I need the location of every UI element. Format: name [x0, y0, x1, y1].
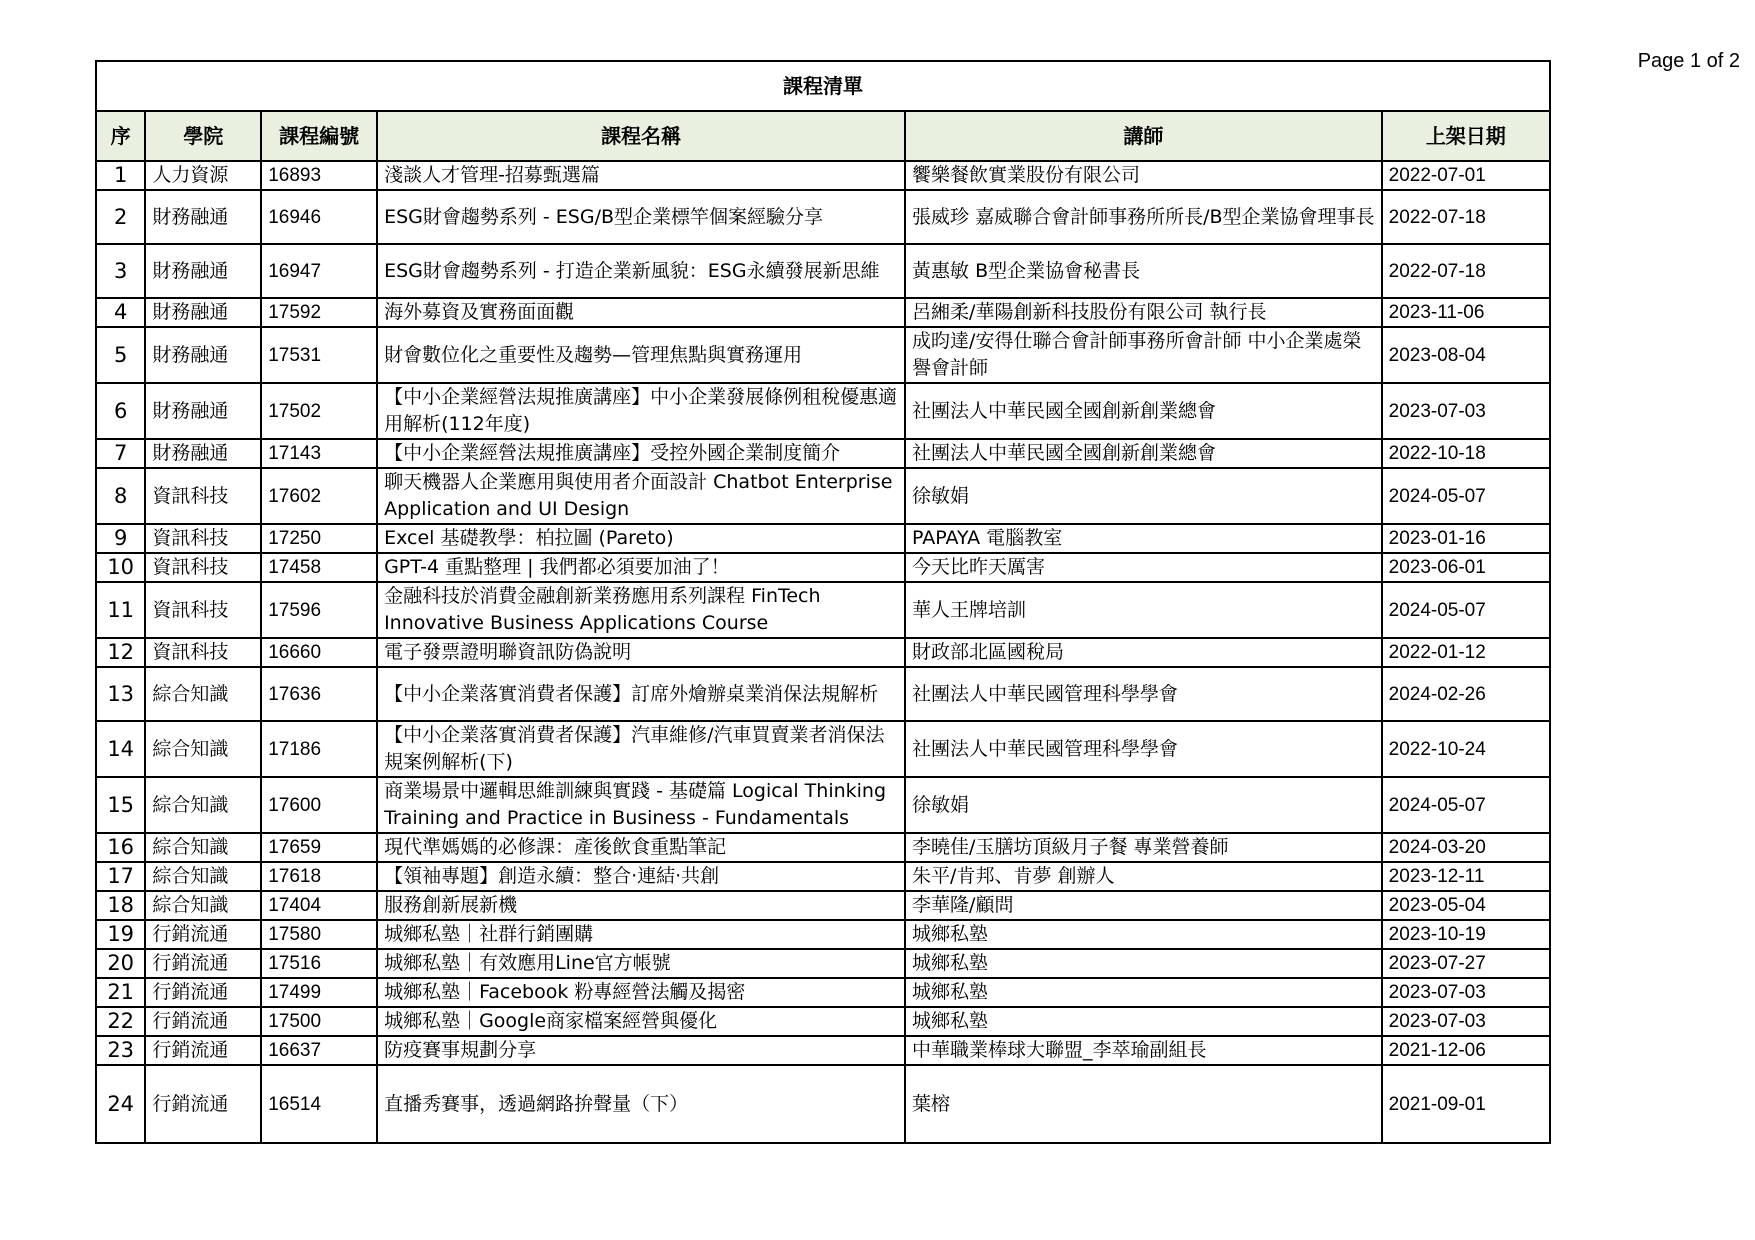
- cell-course-name: 【中小企業落實消費者保護】訂席外燴辦桌業消保法規解析: [377, 667, 905, 721]
- cell-college: 人力資源: [145, 161, 261, 190]
- table-row: [96, 1007, 1550, 1036]
- cell-college: 綜合知識: [145, 777, 261, 833]
- cell-college: 綜合知識: [145, 833, 261, 862]
- cell-college: 財務融通: [145, 190, 261, 244]
- cell-course-name: 聊天機器人企業應用與使用者介面設計 Chatbot Enterprise Application and UI Design: [377, 468, 905, 524]
- cell-date: 2023-05-04: [1382, 891, 1550, 920]
- cell-course-code: 17516: [261, 949, 377, 978]
- cell-course-code: 17404: [261, 891, 377, 920]
- cell-course-name: 現代準媽媽的必修課：產後飲食重點筆記: [377, 833, 905, 862]
- table-row: [96, 190, 1550, 244]
- cell-lecturer: 成昀達/安得仕聯合會計師事務所會計師 中小企業處榮譽會計師: [905, 327, 1382, 383]
- cell-lecturer: 饗樂餐飲實業股份有限公司: [905, 161, 1382, 190]
- cell-seq: 2: [96, 190, 145, 244]
- cell-seq: 18: [96, 891, 145, 920]
- cell-date: 2022-07-18: [1382, 244, 1550, 298]
- table-row: [96, 949, 1550, 978]
- table-row: [96, 298, 1550, 327]
- cell-college: 財務融通: [145, 244, 261, 298]
- cell-college: 綜合知識: [145, 667, 261, 721]
- cell-college: 行銷流通: [145, 978, 261, 1007]
- cell-course-name: 防疫賽事規劃分享: [377, 1036, 905, 1065]
- cell-course-code: 17250: [261, 524, 377, 553]
- cell-date: 2022-10-24: [1382, 721, 1550, 777]
- cell-course-code: 17618: [261, 862, 377, 891]
- cell-seq: 24: [96, 1065, 145, 1143]
- cell-lecturer: 社團法人中華民國管理科學學會: [905, 721, 1382, 777]
- cell-seq: 3: [96, 244, 145, 298]
- cell-course-name: 財會數位化之重要性及趨勢—管理焦點與實務運用: [377, 327, 905, 383]
- cell-course-name: 金融科技於消費金融創新業務應用系列課程 FinTech Innovative Business Applications Course: [377, 582, 905, 638]
- cell-course-name: 海外募資及實務面面觀: [377, 298, 905, 327]
- cell-date: 2023-07-03: [1382, 383, 1550, 439]
- cell-college: 行銷流通: [145, 1036, 261, 1065]
- cell-lecturer: 李曉佳/玉膳坊頂級月子餐 專業營養師: [905, 833, 1382, 862]
- table-row: [96, 1036, 1550, 1065]
- cell-date: 2023-01-16: [1382, 524, 1550, 553]
- cell-course-code: 17531: [261, 327, 377, 383]
- cell-date: 2024-05-07: [1382, 468, 1550, 524]
- cell-date: 2022-10-18: [1382, 439, 1550, 468]
- table-title: 課程清單: [96, 61, 1550, 111]
- cell-college: 行銷流通: [145, 949, 261, 978]
- cell-course-code: 17659: [261, 833, 377, 862]
- cell-seq: 15: [96, 777, 145, 833]
- cell-seq: 16: [96, 833, 145, 862]
- cell-lecturer: 徐敏娟: [905, 468, 1382, 524]
- cell-course-code: 16514: [261, 1065, 377, 1143]
- cell-college: 財務融通: [145, 298, 261, 327]
- cell-seq: 12: [96, 638, 145, 667]
- table-row: [96, 383, 1550, 439]
- cell-date: 2023-11-06: [1382, 298, 1550, 327]
- cell-lecturer: 社團法人中華民國全國創新創業總會: [905, 383, 1382, 439]
- cell-course-code: 17600: [261, 777, 377, 833]
- table-row: [96, 327, 1550, 383]
- cell-course-code: 16946: [261, 190, 377, 244]
- table-row: [96, 638, 1550, 667]
- cell-course-name: 淺談人才管理-招募甄選篇: [377, 161, 905, 190]
- cell-college: 資訊科技: [145, 553, 261, 582]
- cell-course-code: 17499: [261, 978, 377, 1007]
- table-row: [96, 582, 1550, 638]
- cell-date: 2023-06-01: [1382, 553, 1550, 582]
- cell-seq: 9: [96, 524, 145, 553]
- cell-lecturer: 城鄉私塾: [905, 978, 1382, 1007]
- cell-college: 資訊科技: [145, 582, 261, 638]
- header-lecturer: 講師: [905, 111, 1382, 161]
- cell-date: 2022-07-18: [1382, 190, 1550, 244]
- cell-college: 資訊科技: [145, 468, 261, 524]
- cell-course-code: 17502: [261, 383, 377, 439]
- cell-date: 2023-07-03: [1382, 1007, 1550, 1036]
- cell-lecturer: 今天比昨天厲害: [905, 553, 1382, 582]
- table-row: [96, 553, 1550, 582]
- table-row: [96, 524, 1550, 553]
- table-row: [96, 721, 1550, 777]
- cell-lecturer: 城鄉私塾: [905, 920, 1382, 949]
- cell-seq: 1: [96, 161, 145, 190]
- page-indicator: Page 1 of 2: [1637, 50, 1740, 72]
- cell-date: 2021-09-01: [1382, 1065, 1550, 1143]
- cell-lecturer: 徐敏娟: [905, 777, 1382, 833]
- cell-course-code: 16660: [261, 638, 377, 667]
- cell-lecturer: 社團法人中華民國管理科學學會: [905, 667, 1382, 721]
- header-seq: 序: [96, 111, 145, 161]
- cell-course-code: 16893: [261, 161, 377, 190]
- header-name: 課程名稱: [377, 111, 905, 161]
- cell-date: 2022-07-01: [1382, 161, 1550, 190]
- cell-course-name: 城鄉私塾｜社群行銷團購: [377, 920, 905, 949]
- cell-seq: 22: [96, 1007, 145, 1036]
- cell-course-name: 【中小企業經營法規推廣講座】中小企業發展條例租稅優惠適用解析(112年度): [377, 383, 905, 439]
- cell-course-name: 直播秀賽事，透過網路拚聲量（下）: [377, 1065, 905, 1143]
- cell-course-name: GPT-4 重點整理 | 我們都必須要加油了！: [377, 553, 905, 582]
- cell-course-code: 17596: [261, 582, 377, 638]
- cell-date: 2024-03-20: [1382, 833, 1550, 862]
- table-title-row: [96, 61, 1550, 111]
- table-row: [96, 244, 1550, 298]
- table-row: [96, 468, 1550, 524]
- cell-course-code: 17458: [261, 553, 377, 582]
- cell-seq: 23: [96, 1036, 145, 1065]
- table-row: [96, 439, 1550, 468]
- cell-college: 財務融通: [145, 383, 261, 439]
- cell-date: 2024-05-07: [1382, 582, 1550, 638]
- cell-course-name: 城鄉私塾｜Google商家檔案經營與優化: [377, 1007, 905, 1036]
- cell-course-name: 電子發票證明聯資訊防偽說明: [377, 638, 905, 667]
- cell-lecturer: 華人王牌培訓: [905, 582, 1382, 638]
- cell-seq: 8: [96, 468, 145, 524]
- cell-seq: 17: [96, 862, 145, 891]
- cell-college: 綜合知識: [145, 891, 261, 920]
- cell-date: 2023-07-27: [1382, 949, 1550, 978]
- cell-course-code: 17636: [261, 667, 377, 721]
- cell-college: 財務融通: [145, 327, 261, 383]
- cell-lecturer: 李華隆/顧問: [905, 891, 1382, 920]
- cell-seq: 20: [96, 949, 145, 978]
- cell-course-name: ESG財會趨勢系列 - ESG/B型企業標竿個案經驗分享: [377, 190, 905, 244]
- table-row: [96, 1065, 1550, 1143]
- cell-lecturer: 社團法人中華民國全國創新創業總會: [905, 439, 1382, 468]
- cell-date: 2024-05-07: [1382, 777, 1550, 833]
- cell-course-code: 16947: [261, 244, 377, 298]
- cell-seq: 14: [96, 721, 145, 777]
- cell-seq: 6: [96, 383, 145, 439]
- cell-date: 2024-02-26: [1382, 667, 1550, 721]
- cell-seq: 7: [96, 439, 145, 468]
- cell-seq: 5: [96, 327, 145, 383]
- cell-course-name: 城鄉私塾｜Facebook 粉專經營法觸及揭密: [377, 978, 905, 1007]
- cell-college: 綜合知識: [145, 721, 261, 777]
- cell-lecturer: 城鄉私塾: [905, 949, 1382, 978]
- cell-course-code: 17143: [261, 439, 377, 468]
- table-row: [96, 920, 1550, 949]
- cell-course-code: 17500: [261, 1007, 377, 1036]
- cell-course-name: 城鄉私塾｜有效應用Line官方帳號: [377, 949, 905, 978]
- cell-course-name: 【中小企業經營法規推廣講座】受控外國企業制度簡介: [377, 439, 905, 468]
- table-row: [96, 891, 1550, 920]
- cell-date: 2023-12-11: [1382, 862, 1550, 891]
- cell-course-code: 17186: [261, 721, 377, 777]
- cell-lecturer: 中華職業棒球大聯盟_李萃瑜副組長: [905, 1036, 1382, 1065]
- cell-lecturer: 黃惠敏 B型企業協會秘書長: [905, 244, 1382, 298]
- cell-college: 綜合知識: [145, 862, 261, 891]
- table-row: [96, 978, 1550, 1007]
- cell-date: 2023-08-04: [1382, 327, 1550, 383]
- table-row: [96, 833, 1550, 862]
- cell-college: 行銷流通: [145, 920, 261, 949]
- cell-lecturer: 張威珍 嘉威聯合會計師事務所所長/B型企業協會理事長: [905, 190, 1382, 244]
- cell-college: 資訊科技: [145, 524, 261, 553]
- cell-course-name: 【中小企業落實消費者保護】汽車維修/汽車買賣業者消保法規案例解析(下): [377, 721, 905, 777]
- cell-lecturer: 財政部北區國稅局: [905, 638, 1382, 667]
- cell-course-name: 服務創新展新機: [377, 891, 905, 920]
- cell-course-code: 17602: [261, 468, 377, 524]
- header-date: 上架日期: [1382, 111, 1550, 161]
- cell-lecturer: 呂緗柔/華陽創新科技股份有限公司 執行長: [905, 298, 1382, 327]
- cell-seq: 21: [96, 978, 145, 1007]
- cell-date: 2022-01-12: [1382, 638, 1550, 667]
- cell-seq: 11: [96, 582, 145, 638]
- cell-lecturer: PAPAYA 電腦教室: [905, 524, 1382, 553]
- course-table: [95, 60, 1551, 1144]
- table-row: [96, 777, 1550, 833]
- cell-lecturer: 葉榕: [905, 1065, 1382, 1143]
- cell-course-name: ESG財會趨勢系列 - 打造企業新風貌：ESG永續發展新思維: [377, 244, 905, 298]
- cell-lecturer: 朱平/肯邦、肯夢 創辦人: [905, 862, 1382, 891]
- table-body: [96, 161, 1550, 1143]
- cell-course-name: Excel 基礎教學：柏拉圖 (Pareto): [377, 524, 905, 553]
- cell-college: 資訊科技: [145, 638, 261, 667]
- cell-course-name: 【領袖專題】創造永續：整合‧連結‧共創: [377, 862, 905, 891]
- table-row: [96, 862, 1550, 891]
- cell-course-code: 17592: [261, 298, 377, 327]
- cell-course-name: 商業場景中邏輯思維訓練與實踐 - 基礎篇 Logical Thinking Training and Practice in Business - Fundamentals: [377, 777, 905, 833]
- cell-course-code: 16637: [261, 1036, 377, 1065]
- cell-college: 行銷流通: [145, 1007, 261, 1036]
- cell-date: 2023-10-19: [1382, 920, 1550, 949]
- cell-seq: 13: [96, 667, 145, 721]
- header-code: 課程編號: [261, 111, 377, 161]
- cell-seq: 10: [96, 553, 145, 582]
- table-header-row: [96, 111, 1550, 161]
- table-row: [96, 161, 1550, 190]
- cell-seq: 19: [96, 920, 145, 949]
- cell-seq: 4: [96, 298, 145, 327]
- cell-course-code: 17580: [261, 920, 377, 949]
- cell-date: 2023-07-03: [1382, 978, 1550, 1007]
- cell-college: 財務融通: [145, 439, 261, 468]
- cell-date: 2021-12-06: [1382, 1036, 1550, 1065]
- cell-college: 行銷流通: [145, 1065, 261, 1143]
- cell-lecturer: 城鄉私塾: [905, 1007, 1382, 1036]
- table-row: [96, 667, 1550, 721]
- header-college: 學院: [145, 111, 261, 161]
